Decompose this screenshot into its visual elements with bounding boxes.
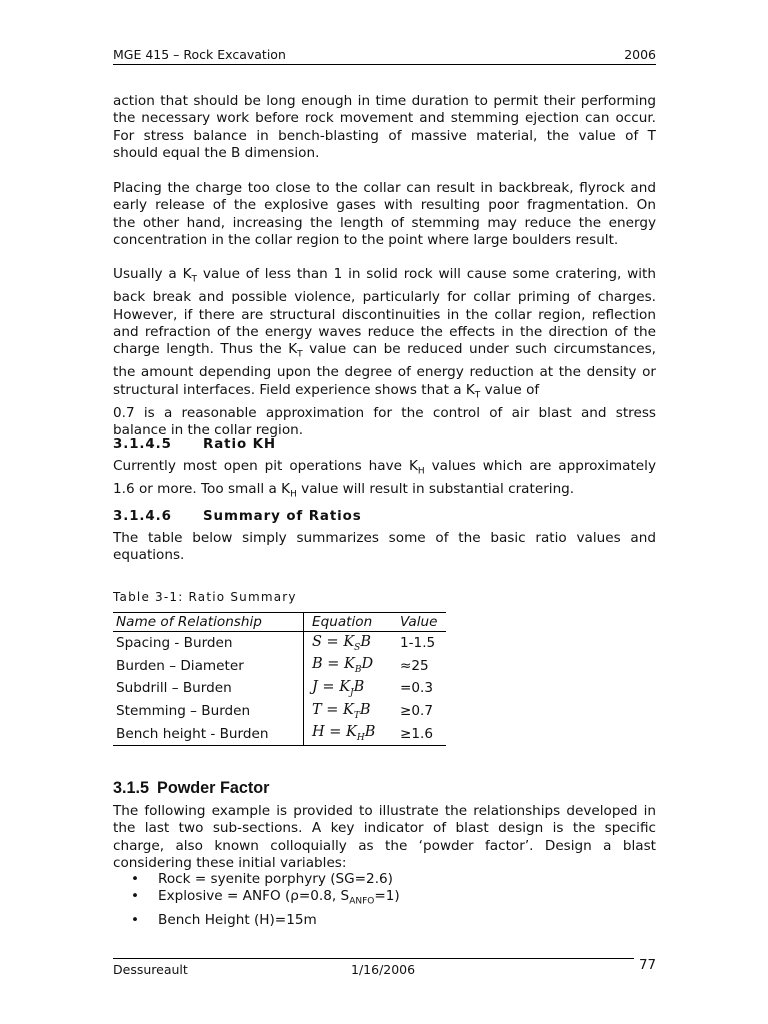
ratio-value: =0.3 — [400, 680, 434, 697]
relationship-name: Burden – Diameter — [116, 657, 244, 674]
column-header: Equation — [304, 613, 397, 632]
relationship-name: Subdrill – Burden — [116, 680, 232, 697]
paragraph-kh-value — [113, 458, 656, 504]
paragraph-stemming-duration — [113, 93, 656, 163]
table-caption: Table 3-1: Ratio Summary — [113, 590, 297, 604]
equation: $T = K_TB$ — [304, 700, 397, 723]
section-title: Powder Factor — [157, 779, 270, 797]
text-line: The following example is provided to illustrate the relationships developed in — [113, 803, 656, 819]
footer-date: 1/16/2006 — [351, 962, 416, 977]
section-title: Summary of Ratios — [203, 509, 362, 524]
equation: $H = K_HB$ — [304, 722, 397, 745]
initial-variables-list — [113, 871, 400, 929]
section-heading-3-1-4-5 — [113, 437, 276, 452]
column-header: Value — [396, 613, 446, 632]
text-line: action that should be long enough in time duration to permit their performing — [113, 93, 656, 109]
text-line: early release of the explosive gases with resulting poor fragmentation. On — [113, 197, 656, 214]
table-row — [113, 655, 446, 678]
section-number: 3.1.4.6 — [113, 509, 172, 524]
ratio-summary-table — [113, 612, 446, 746]
relationship-name: Stemming – Burden — [116, 703, 251, 720]
paragraph-kt-value — [113, 266, 656, 440]
section-number: 3.1.5 — [113, 779, 150, 797]
text-line: For stress balance in bench-blasting of massive material, the value of T — [113, 127, 656, 144]
table-row — [113, 700, 446, 723]
text-line: concentration in the collar region to the point where large boulders result. — [113, 232, 619, 249]
section-heading-3-1-5 — [113, 779, 269, 798]
ratio-value: ≈25 — [400, 657, 429, 674]
text-line: structural interfaces. Field experience shows that a $K_T$ value of — [113, 381, 540, 401]
text-line: Currently most open pit operations have $K_H$ values which are approximately — [113, 458, 656, 477]
ratio-value: ≥1.6 — [396, 722, 446, 745]
paragraph-powder-factor — [113, 803, 656, 873]
text-line: the other hand, increasing the length of stemming may reduce the energy — [113, 214, 656, 231]
table-row — [113, 722, 446, 745]
running-header — [113, 47, 656, 65]
ratio-value: ≥0.7 — [400, 703, 434, 720]
relationship-name: Spacing - Burden — [116, 635, 233, 652]
list-item: • Explosive = ANFO (ρ=0.8, $S_{ANFO}=1$) — [131, 888, 400, 908]
section-heading-3-1-4-6 — [113, 509, 362, 524]
text-line: 1.6 or more. Too small a $K_H$ value will result in substantial cratering. — [113, 481, 575, 500]
section-number: 3.1.4.5 — [113, 437, 172, 452]
relationship-name: Bench height - Burden — [113, 722, 304, 745]
bullet-icon: • — [131, 871, 140, 887]
header-course: MGE 415 – Rock Excavation — [113, 47, 286, 62]
document-page — [113, 0, 656, 1024]
text-line: charge length. Thus the $K_T$ value can be reduced under such circumstances, — [113, 341, 656, 361]
text-line: the amount depending upon the degree of energy reduction at the density or — [113, 364, 656, 381]
header-year: 2006 — [624, 47, 656, 62]
text-line: considering these initial variables: — [113, 855, 347, 872]
text-line: Placing the charge too close to the collar can result in backbreak, flyrock and — [113, 180, 656, 196]
table-row — [113, 677, 446, 700]
equation: $B = K_BD$ — [304, 655, 397, 678]
text-line: back break and possible violence, particularly for collar priming of charges. — [113, 289, 656, 306]
text-line: However, if there are structural discontinuities in the collar region, reflection — [113, 306, 656, 323]
text-line: 0.7 is a reasonable approximation for the control of air blast and stress — [113, 405, 656, 421]
text-line: Usually a $K_T$ value of less than 1 in solid rock will cause some cratering, with — [113, 266, 657, 285]
page-number: 77 — [638, 958, 656, 973]
text-line: the necessary work before rock movement and stemming ejection can occur. — [113, 110, 656, 127]
bullet-icon: • — [131, 911, 140, 928]
list-item: • Bench Height (H)=15m — [131, 911, 317, 928]
section-title: Ratio KH — [203, 437, 276, 452]
text-line: balance in the collar region. — [113, 422, 304, 439]
table-row — [113, 632, 446, 655]
column-header: Name of Relationship — [113, 613, 304, 632]
text-line: the last two sub-sections. A key indicator of blast design is the specific — [113, 820, 656, 837]
equation: $J = K_JB$ — [304, 677, 397, 700]
text-line: should equal the B dimension. — [113, 145, 320, 162]
paragraph-summary-intro — [113, 530, 656, 565]
footer-rule — [113, 958, 634, 959]
text-line: and refraction of the energy waves reduce the effects in the direction of the — [113, 323, 656, 340]
equation: $S = K_SB$ — [304, 632, 397, 655]
text-line: charge, also known colloquially as the ‘powder factor’. Design a blast — [113, 837, 656, 854]
paragraph-charge-placement — [113, 180, 656, 250]
list-item: • Rock = syenite porphyry (SG=2.6) — [131, 871, 393, 887]
ratio-value: 1-1.5 — [400, 635, 436, 652]
bullet-icon: • — [131, 888, 140, 905]
footer-author: Dessureault — [113, 962, 188, 977]
table-header-row — [113, 613, 446, 632]
text-line: The table below simply summarizes some of the basic ratio values and — [113, 530, 656, 546]
text-line: equations. — [113, 547, 185, 564]
